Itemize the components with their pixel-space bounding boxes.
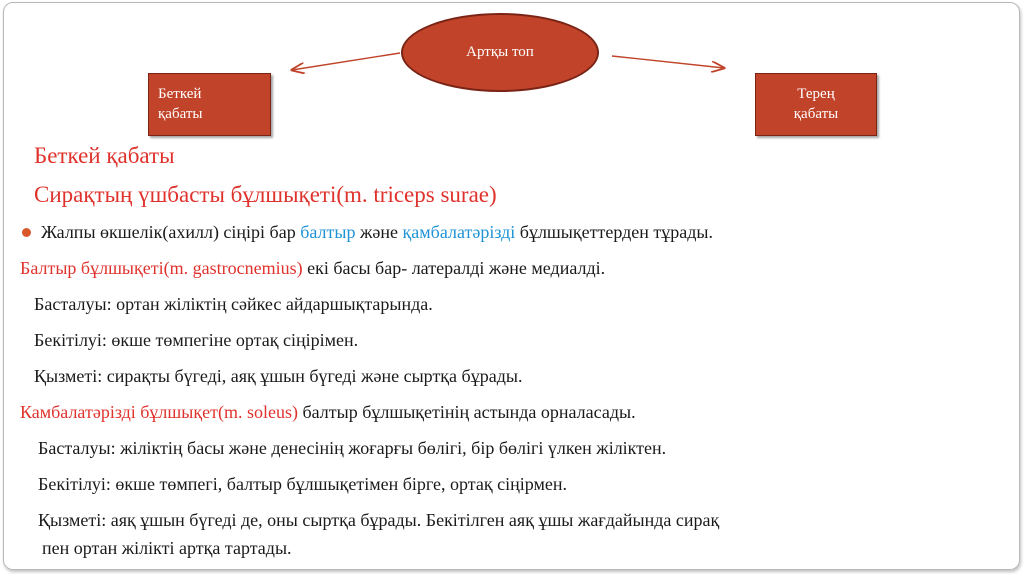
soleus-function-line2: пен ортан жілікті артқа тартады. [42,538,292,558]
bullet-text-part3: бұлшықеттерден тұрады. [515,222,713,242]
gastrocnemius-title: Балтыр бұлшықеті(m. gastrocnemius) [20,258,303,278]
link-soleus: қамбалатәрізді [402,222,516,242]
center-oval-label: Артқы топ [466,44,534,60]
right-box-label: Терең қабаты [793,86,839,122]
soleus-title: Камбалатәрізді бұлшықет(m. soleus) [20,402,298,422]
arrow-left [292,53,400,70]
bullet-text-part1: Жалпы өкшелік(ахилл) сіңірі бар [41,222,301,242]
gastrocnemius-desc: екі басы бар- латералді және медиалді. [302,258,606,278]
arrow-right [612,56,724,68]
bullet-text-part2: және [355,222,403,242]
gastrocnemius-function: Қызметі: сирақты бүгеді, аяқ ұшын бүгеді және сыртқа бұрады. [34,366,523,386]
gastrocnemius-title-line [20,258,605,279]
left-box-label: Беткей қабаты [158,86,203,122]
soleus-function-line1: Қызметі: аяқ ұшын бүгеді де, оны сыртқа бұрады. Бекітілген аяқ ұшы жағдайында сирақ [38,510,720,530]
soleus-title-line [20,402,636,423]
link-gastrocnemius: балтыр [300,222,356,242]
soleus-origin: Басталуы: жіліктің басы және денесінің жоғарғы бөлігі, бір бөлігі үлкен жіліктен. [38,438,667,458]
gastrocnemius-insertion: Бекітілуі: өкше төмпегіне ортақ сіңірімен. [34,330,359,350]
soleus-insertion: Бекітілуі: өкше төмпегі, балтыр бұлшықетімен бірге, ортақ сіңірмен. [38,474,567,494]
bullet-dot [22,228,31,237]
bullet-text [41,222,713,243]
heading-triceps-surae: Сирақтың үшбасты бұлшықеті(m. triceps surae) [34,182,497,207]
gastrocnemius-origin: Басталуы: ортан жіліктің сәйкес айдаршықтарында. [34,294,433,314]
heading-superficial-layer: Беткей қабаты [34,143,175,168]
soleus-desc: балтыр бұлшықетінің астында орналасады. [297,402,636,422]
